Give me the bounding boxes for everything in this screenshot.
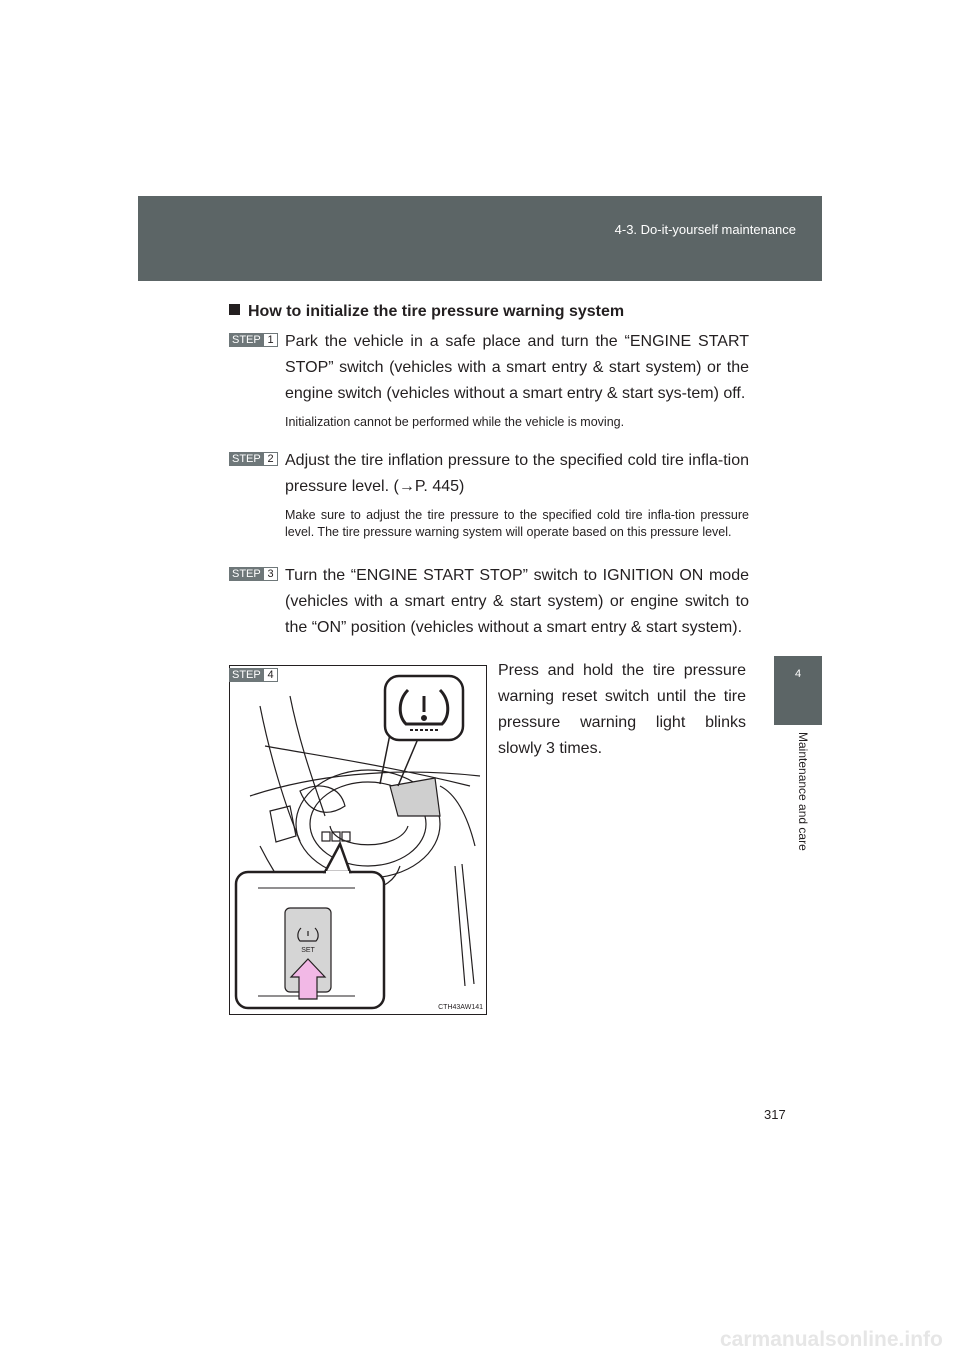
step-note: Make sure to adjust the tire pressure to the specified cold tire infla-tion pressure level. The tire pressure warning system will operate based on this pressure level.	[285, 508, 749, 539]
step-3	[229, 563, 749, 641]
chapter-number: 4	[794, 668, 802, 680]
chapter-label: Maintenance and care	[796, 732, 810, 851]
step-badge	[229, 333, 278, 347]
header-band	[138, 196, 822, 281]
section-heading	[229, 303, 624, 321]
step-number: 2	[263, 452, 278, 466]
step-label: STEP	[229, 668, 263, 682]
step-badge	[229, 567, 278, 581]
watermark: carmanualsonline.info	[720, 1328, 943, 1351]
step-label: STEP	[229, 452, 263, 466]
step-text: Park the vehicle in a safe place and turn the “ENGINE START STOP” switch (vehicles with a smart entry & start system) or the engine switch (vehicles without a smart entry & start sys-tem) off.	[285, 333, 749, 402]
step-1	[229, 329, 749, 431]
step-2	[229, 448, 749, 541]
section-title: 4-3. Do-it-yourself maintenance	[614, 222, 796, 237]
heading-square-icon	[229, 304, 240, 315]
illustration-frame	[229, 665, 487, 1015]
step-4-badge	[229, 668, 278, 682]
step-note: Initialization cannot be performed while the vehicle is moving.	[285, 415, 625, 429]
step-number: 4	[263, 668, 278, 682]
step-4-text: Press and hold the tire pressure warning reset switch until the tire pressure warning light blinks slowly 3 times.	[498, 662, 746, 757]
step-label: STEP	[229, 333, 263, 347]
step-text: Adjust the tire inflation pressure to the specified cold tire infla-tion pressure level. (→P. 445)	[285, 452, 749, 495]
step-text: Turn the “ENGINE START STOP” switch to IGNITION ON mode (vehicles with a smart entry & start system) or engine switch to the “ON” position (vehicles without a smart entry & start system).	[285, 567, 749, 636]
step-number: 1	[263, 333, 278, 347]
chapter-tab	[774, 656, 822, 725]
figure-code: CTH43AW141	[438, 1004, 483, 1011]
step-badge	[229, 452, 278, 466]
section-heading-text: How to initialize the tire pressure warning system	[248, 303, 625, 320]
dashboard-illustration	[230, 666, 486, 1014]
switch-set-label: SET	[301, 947, 315, 954]
step-number: 3	[263, 567, 278, 581]
step-label: STEP	[229, 567, 263, 581]
page-number: 317	[764, 1107, 786, 1122]
